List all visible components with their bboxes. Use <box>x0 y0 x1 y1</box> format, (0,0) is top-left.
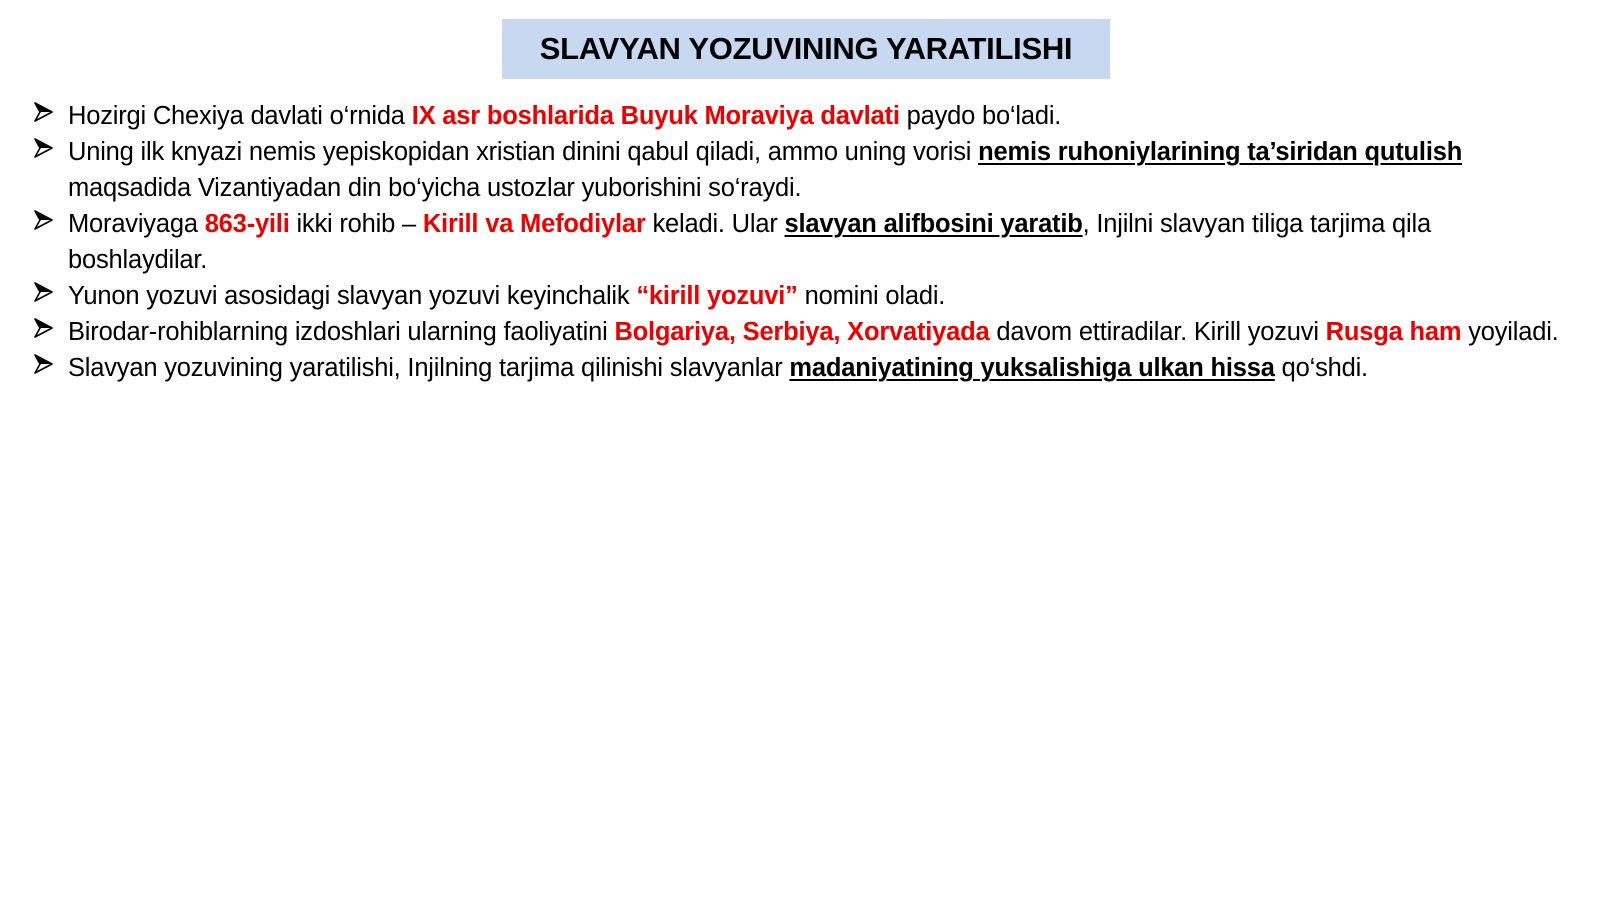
arrowhead-bullet-icon <box>32 281 54 303</box>
bullet-text: Moraviyaga <box>68 210 205 238</box>
arrowhead-bullet-icon <box>32 137 54 159</box>
highlight-red-text: IX asr boshlarida Buyuk Moraviya davlati <box>411 102 900 130</box>
highlight-red-text: Bolgariya, Serbiya, Xorvatiyada <box>614 318 990 346</box>
bullet-item <box>30 98 1575 134</box>
bullet-item <box>30 134 1575 206</box>
bullet-text: yoyiladi. <box>1461 318 1559 346</box>
bullet-item <box>30 206 1575 278</box>
bullet-text: Birodar-rohiblarning izdoshlari ularning faoliyatini <box>68 318 615 346</box>
slide-title: SLAVYAN YOZUVINING YARATILISHI <box>539 31 1073 66</box>
bullet-text: maqsadida Vizantiyadan din bo‘yicha ustozlar yuborishini so‘raydi. <box>68 174 802 202</box>
arrowhead-bullet-icon <box>32 209 54 231</box>
bullet-text: Hozirgi Chexiya davlati o‘rnida <box>68 102 412 130</box>
arrowhead-bullet-icon <box>32 317 54 339</box>
bullet-text: , Injilni slavyan tiliga tarjima qila boshlaydilar. <box>68 210 1431 274</box>
bullet-text: keladi. Ular <box>645 210 785 238</box>
highlight-underline-text: madaniyatining yuksalishiga ulkan hissa <box>789 354 1275 382</box>
bullet-text: Uning ilk knyazi nemis yepiskopidan xristian dinini qabul qiladi, ammo uning vorisi <box>68 138 979 166</box>
bullet-item <box>30 278 1575 314</box>
bullet-text: paydo bo‘ladi. <box>899 102 1062 130</box>
bullet-text: ikki rohib – <box>289 210 423 238</box>
bullet-text: qo‘shdi. <box>1274 354 1368 382</box>
arrowhead-bullet-icon <box>32 353 54 375</box>
bullet-text: Yunon yozuvi asosidagi slavyan yozuvi keyinchalik <box>68 282 637 310</box>
highlight-underline-text: slavyan alifbosini yaratib <box>784 210 1083 238</box>
highlight-red-text: “kirill yozuvi” <box>636 282 798 310</box>
bullet-text: davom ettiradilar. Kirill yozuvi <box>989 318 1326 346</box>
highlight-red-text: Kirill va Mefodiylar <box>422 210 646 238</box>
bullet-list <box>30 98 1575 386</box>
highlight-underline-text: nemis ruhoniylarining ta’siridan qutulish <box>978 138 1463 166</box>
highlight-red-text: 863-yili <box>204 210 290 238</box>
bullet-text: Slavyan yozuvining yaratilishi, Injilning tarjima qilinishi slavyanlar <box>68 354 790 382</box>
bullet-item <box>30 350 1575 386</box>
highlight-red-text: Rusga ham <box>1325 318 1462 346</box>
bullet-item <box>30 314 1575 350</box>
arrowhead-bullet-icon <box>32 101 54 123</box>
bullet-text: nomini oladi. <box>797 282 946 310</box>
title-box <box>502 19 1110 79</box>
